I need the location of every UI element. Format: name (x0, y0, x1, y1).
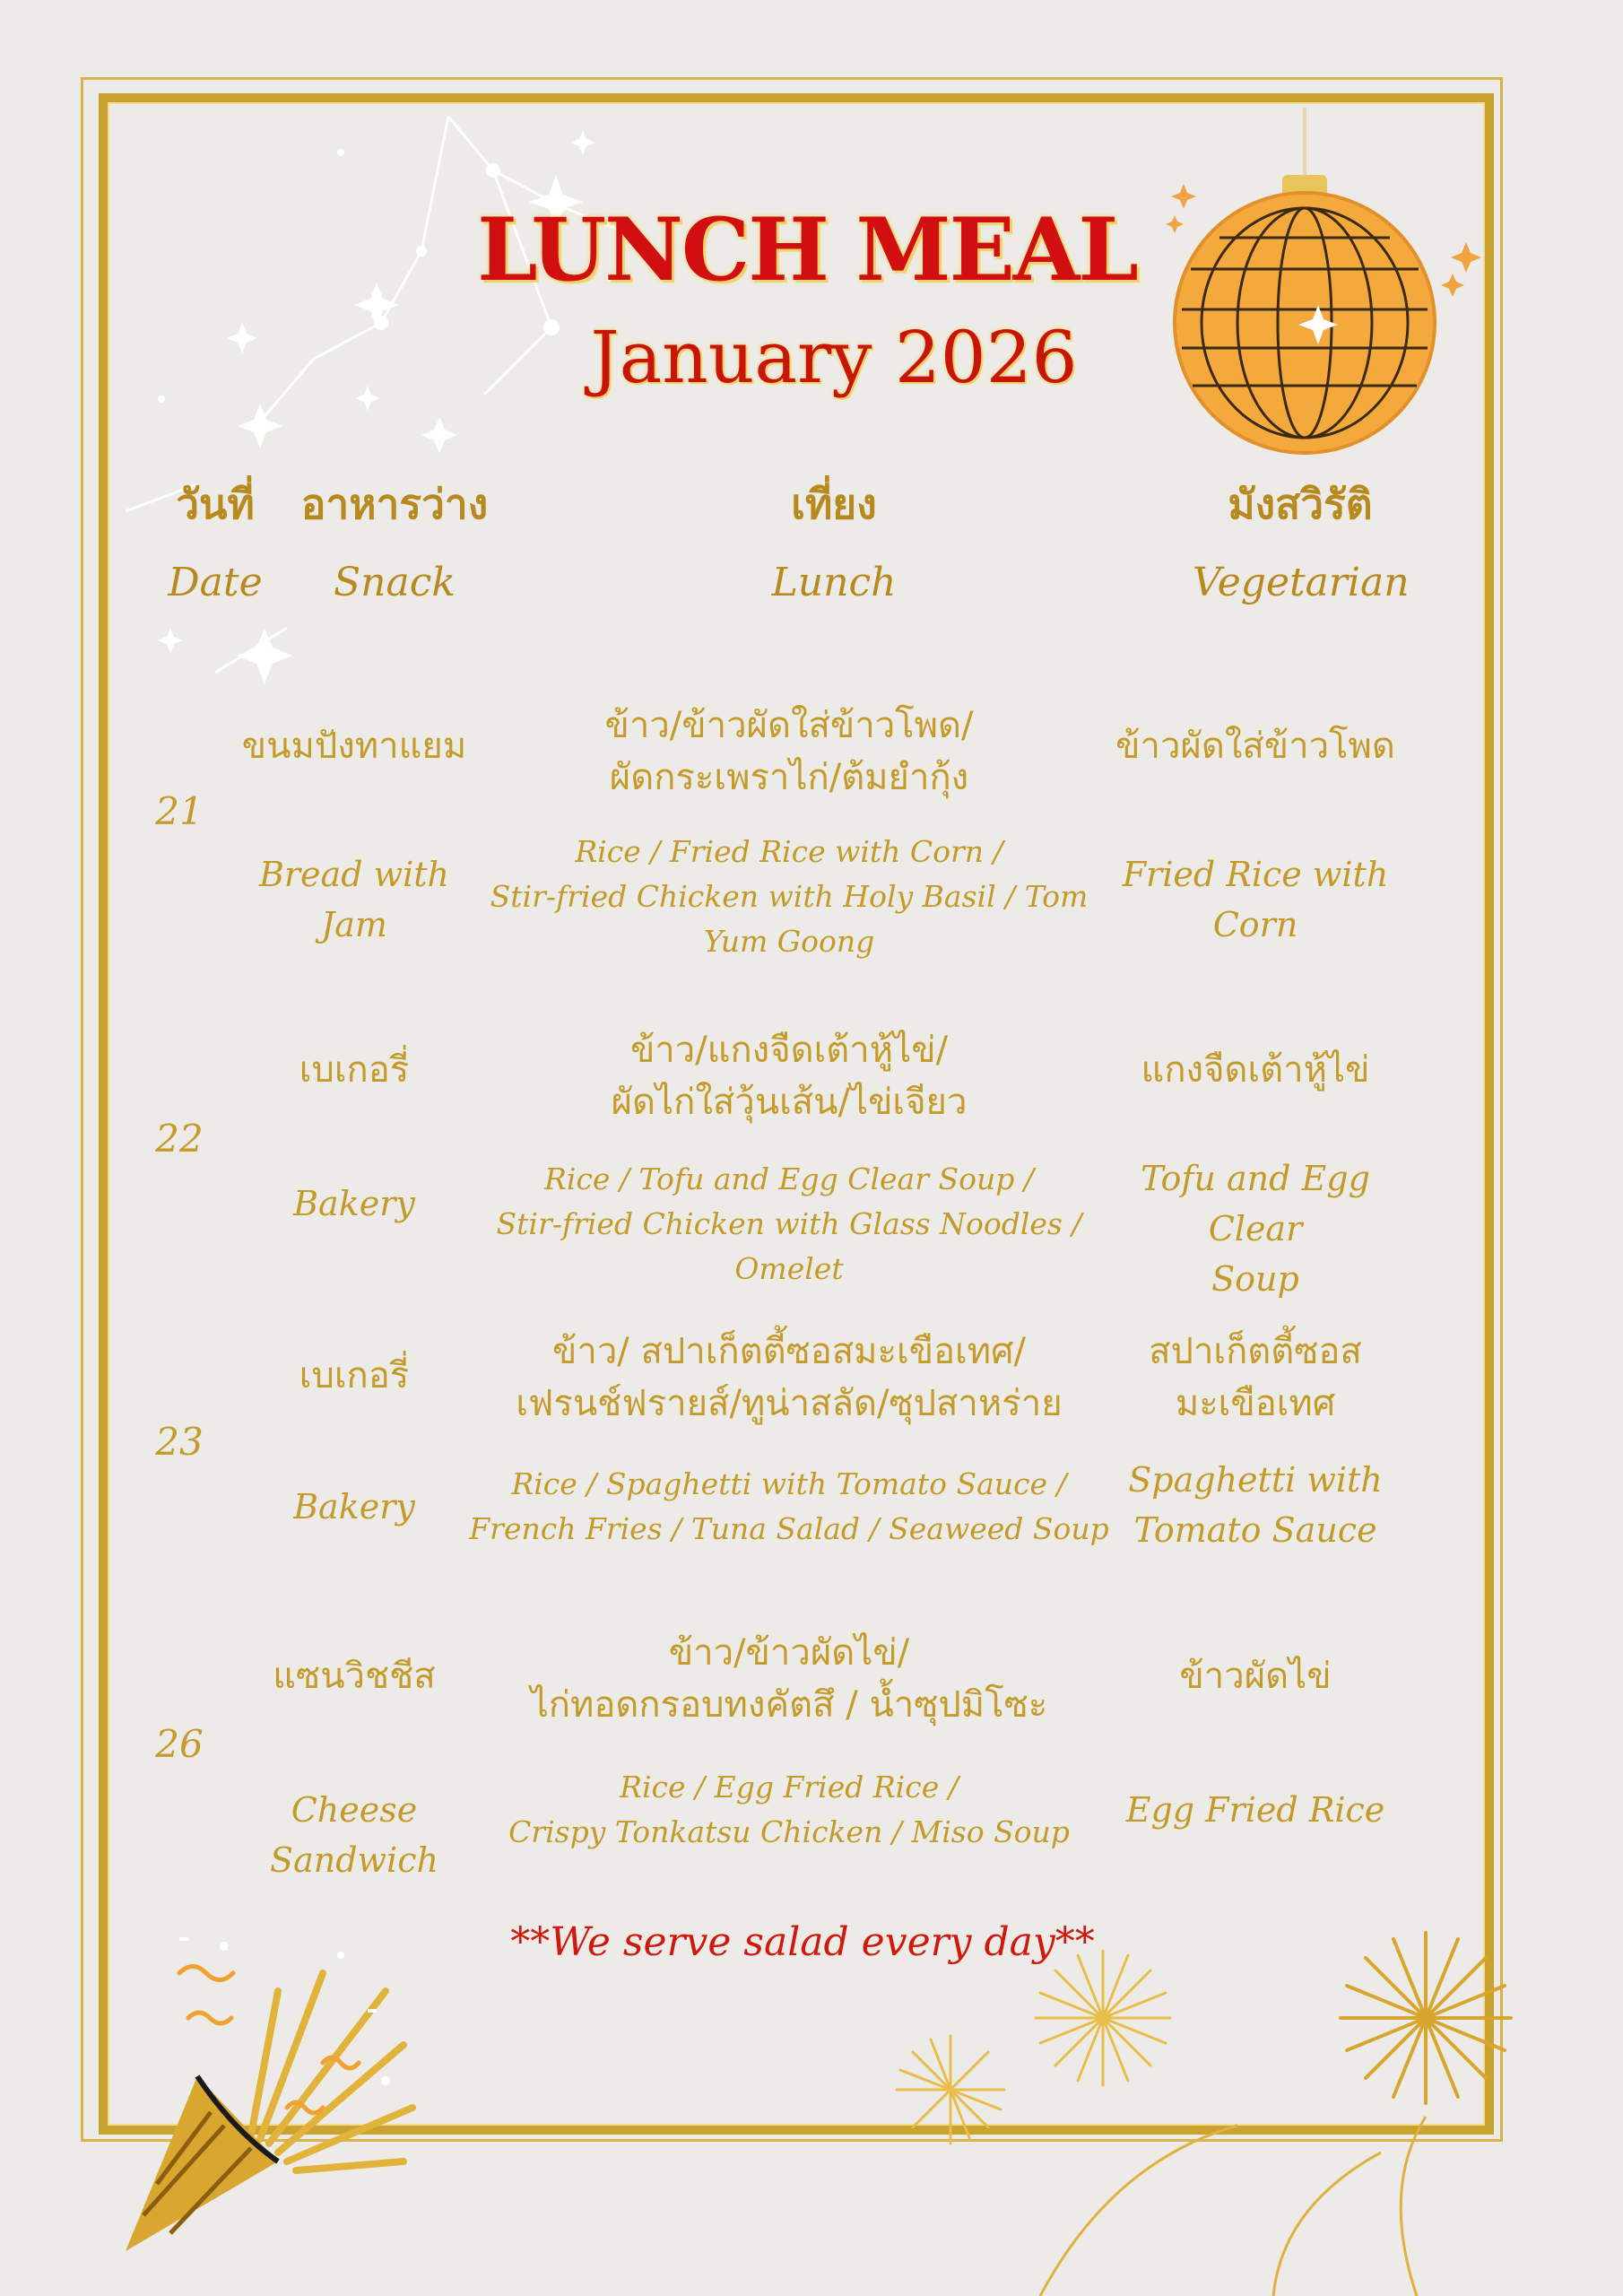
veg-en-line: Fried Rice with Corn (1122, 855, 1389, 944)
lunch-en (466, 830, 1112, 964)
lunch-th-line: ข้าว/แกงจืดเต้าหู้ไข่/ (629, 1030, 949, 1071)
day-date: 23 (155, 1420, 204, 1464)
header-veg-en: Vegetarian (1193, 560, 1410, 605)
header-date-en: Date (168, 560, 263, 605)
lunch-th (484, 1627, 1094, 1731)
header-date-th: วันที่ (176, 480, 255, 528)
veg-en-line: Tomato Sauce (1133, 1510, 1377, 1550)
header-snack-th: อาหารว่าง (300, 480, 489, 528)
lunch-en-line: Stir-fried Chicken with Holy Basil / Tom Yum Goong (490, 879, 1089, 959)
footer-note: **We serve salad every day** (510, 1919, 1095, 1965)
lunch-en (466, 1157, 1112, 1292)
lunch-th-line: ข้าว/ข้าวผัดใส่ข้าวโพด/ (604, 705, 974, 746)
snack-en: Bread with Jam (258, 855, 450, 944)
veg-th-line: สปาเก็ตตี้ซอส (1149, 1331, 1362, 1372)
day-date: 22 (155, 1117, 204, 1161)
veg-en (1094, 849, 1417, 950)
veg-en-line: Spaghetti with (1128, 1460, 1383, 1500)
snack-th: ขนมปังทาแยม (241, 726, 467, 767)
lunch-th-line: เฟรนช์ฟรายส์/ทูน่าสลัด/ซุปสาหร่าย (516, 1383, 1063, 1424)
veg-th (1094, 720, 1417, 772)
veg-th-line: ข้าวผัดใส่ข้าวโพด (1115, 726, 1395, 767)
day-date: 21 (155, 789, 204, 833)
lunch-th (484, 1326, 1094, 1430)
disco-ball-icon (1157, 108, 1497, 457)
veg-th (1094, 1044, 1417, 1096)
snack-en: Bakery (293, 1487, 415, 1526)
lunch-en-line: Crispy Tonkatsu Chicken / Miso Soup (508, 1814, 1070, 1849)
header-veg-th: มังสวิรัติ (1228, 480, 1373, 528)
veg-th-line: แกงจืดเต้าหู้ไข่ (1141, 1049, 1370, 1091)
lunch-en-line: Stir-fried Chicken with Glass Noodles / Omelet (496, 1206, 1082, 1286)
veg-th-line: มะเขือเทศ (1175, 1383, 1336, 1424)
page-subtitle: January 2026 (590, 316, 1078, 399)
veg-en (1094, 1455, 1417, 1555)
day-date: 26 (155, 1722, 204, 1766)
snack-th: แซนวิชชีส (273, 1656, 436, 1697)
snack-en: Cheese Sandwich (270, 1790, 438, 1880)
lunch-th-line: ไก่ทอดกรอบทงคัตสึ / น้ำซุปมิโซะ (530, 1684, 1048, 1726)
header-snack-en: Snack (333, 560, 456, 605)
veg-en-line: Soup (1211, 1259, 1299, 1299)
snack-en: Bakery (293, 1184, 415, 1223)
lunch-th-line: ข้าว/ สปาเก็ตตี้ซอสมะเขือเทศ/ (552, 1331, 1026, 1372)
lunch-en-line: French Fries / Tuna Salad / Seaweed Soup (469, 1511, 1109, 1546)
lunch-en (466, 1462, 1112, 1552)
party-popper-icon (117, 1919, 439, 2260)
veg-en-line: Tofu and Egg Clear (1141, 1159, 1370, 1248)
lunch-th (484, 700, 1094, 804)
snack-th: เบเกอรี่ (299, 1355, 410, 1396)
veg-en (1094, 1785, 1417, 1835)
lunch-th (484, 1024, 1094, 1128)
header-lunch-en: Lunch (771, 560, 897, 605)
veg-th (1094, 1650, 1417, 1702)
lunch-en-line: Rice / Tofu and Egg Clear Soup / (544, 1161, 1034, 1196)
lunch-th-line: ข้าว/ข้าวผัดไข่/ (668, 1632, 910, 1674)
veg-th (1094, 1326, 1417, 1430)
lunch-th-line: ผัดไก่ใส่วุ้นเส้น/ไข่เจียว (611, 1082, 968, 1123)
snack-th: เบเกอรี่ (299, 1049, 410, 1091)
lunch-th-line: ผัดกระเพราไก่/ต้มยำกุ้ง (609, 757, 969, 798)
veg-th-line: ข้าวผัดไข่ (1179, 1656, 1332, 1697)
lunch-en-line: Rice / Fried Rice with Corn / (575, 834, 1003, 869)
lunch-en (466, 1765, 1112, 1855)
veg-en-line: Egg Fried Rice (1125, 1790, 1385, 1830)
lunch-en-line: Rice / Egg Fried Rice / (620, 1770, 959, 1805)
header-lunch-th: เที่ยง (791, 480, 877, 528)
lunch-en-line: Rice / Spaghetti with Tomato Sauce / (511, 1466, 1067, 1501)
veg-en (1094, 1153, 1417, 1304)
firework-icon (879, 1919, 1533, 2296)
page-title: LUNCH MEAL (477, 199, 1137, 300)
